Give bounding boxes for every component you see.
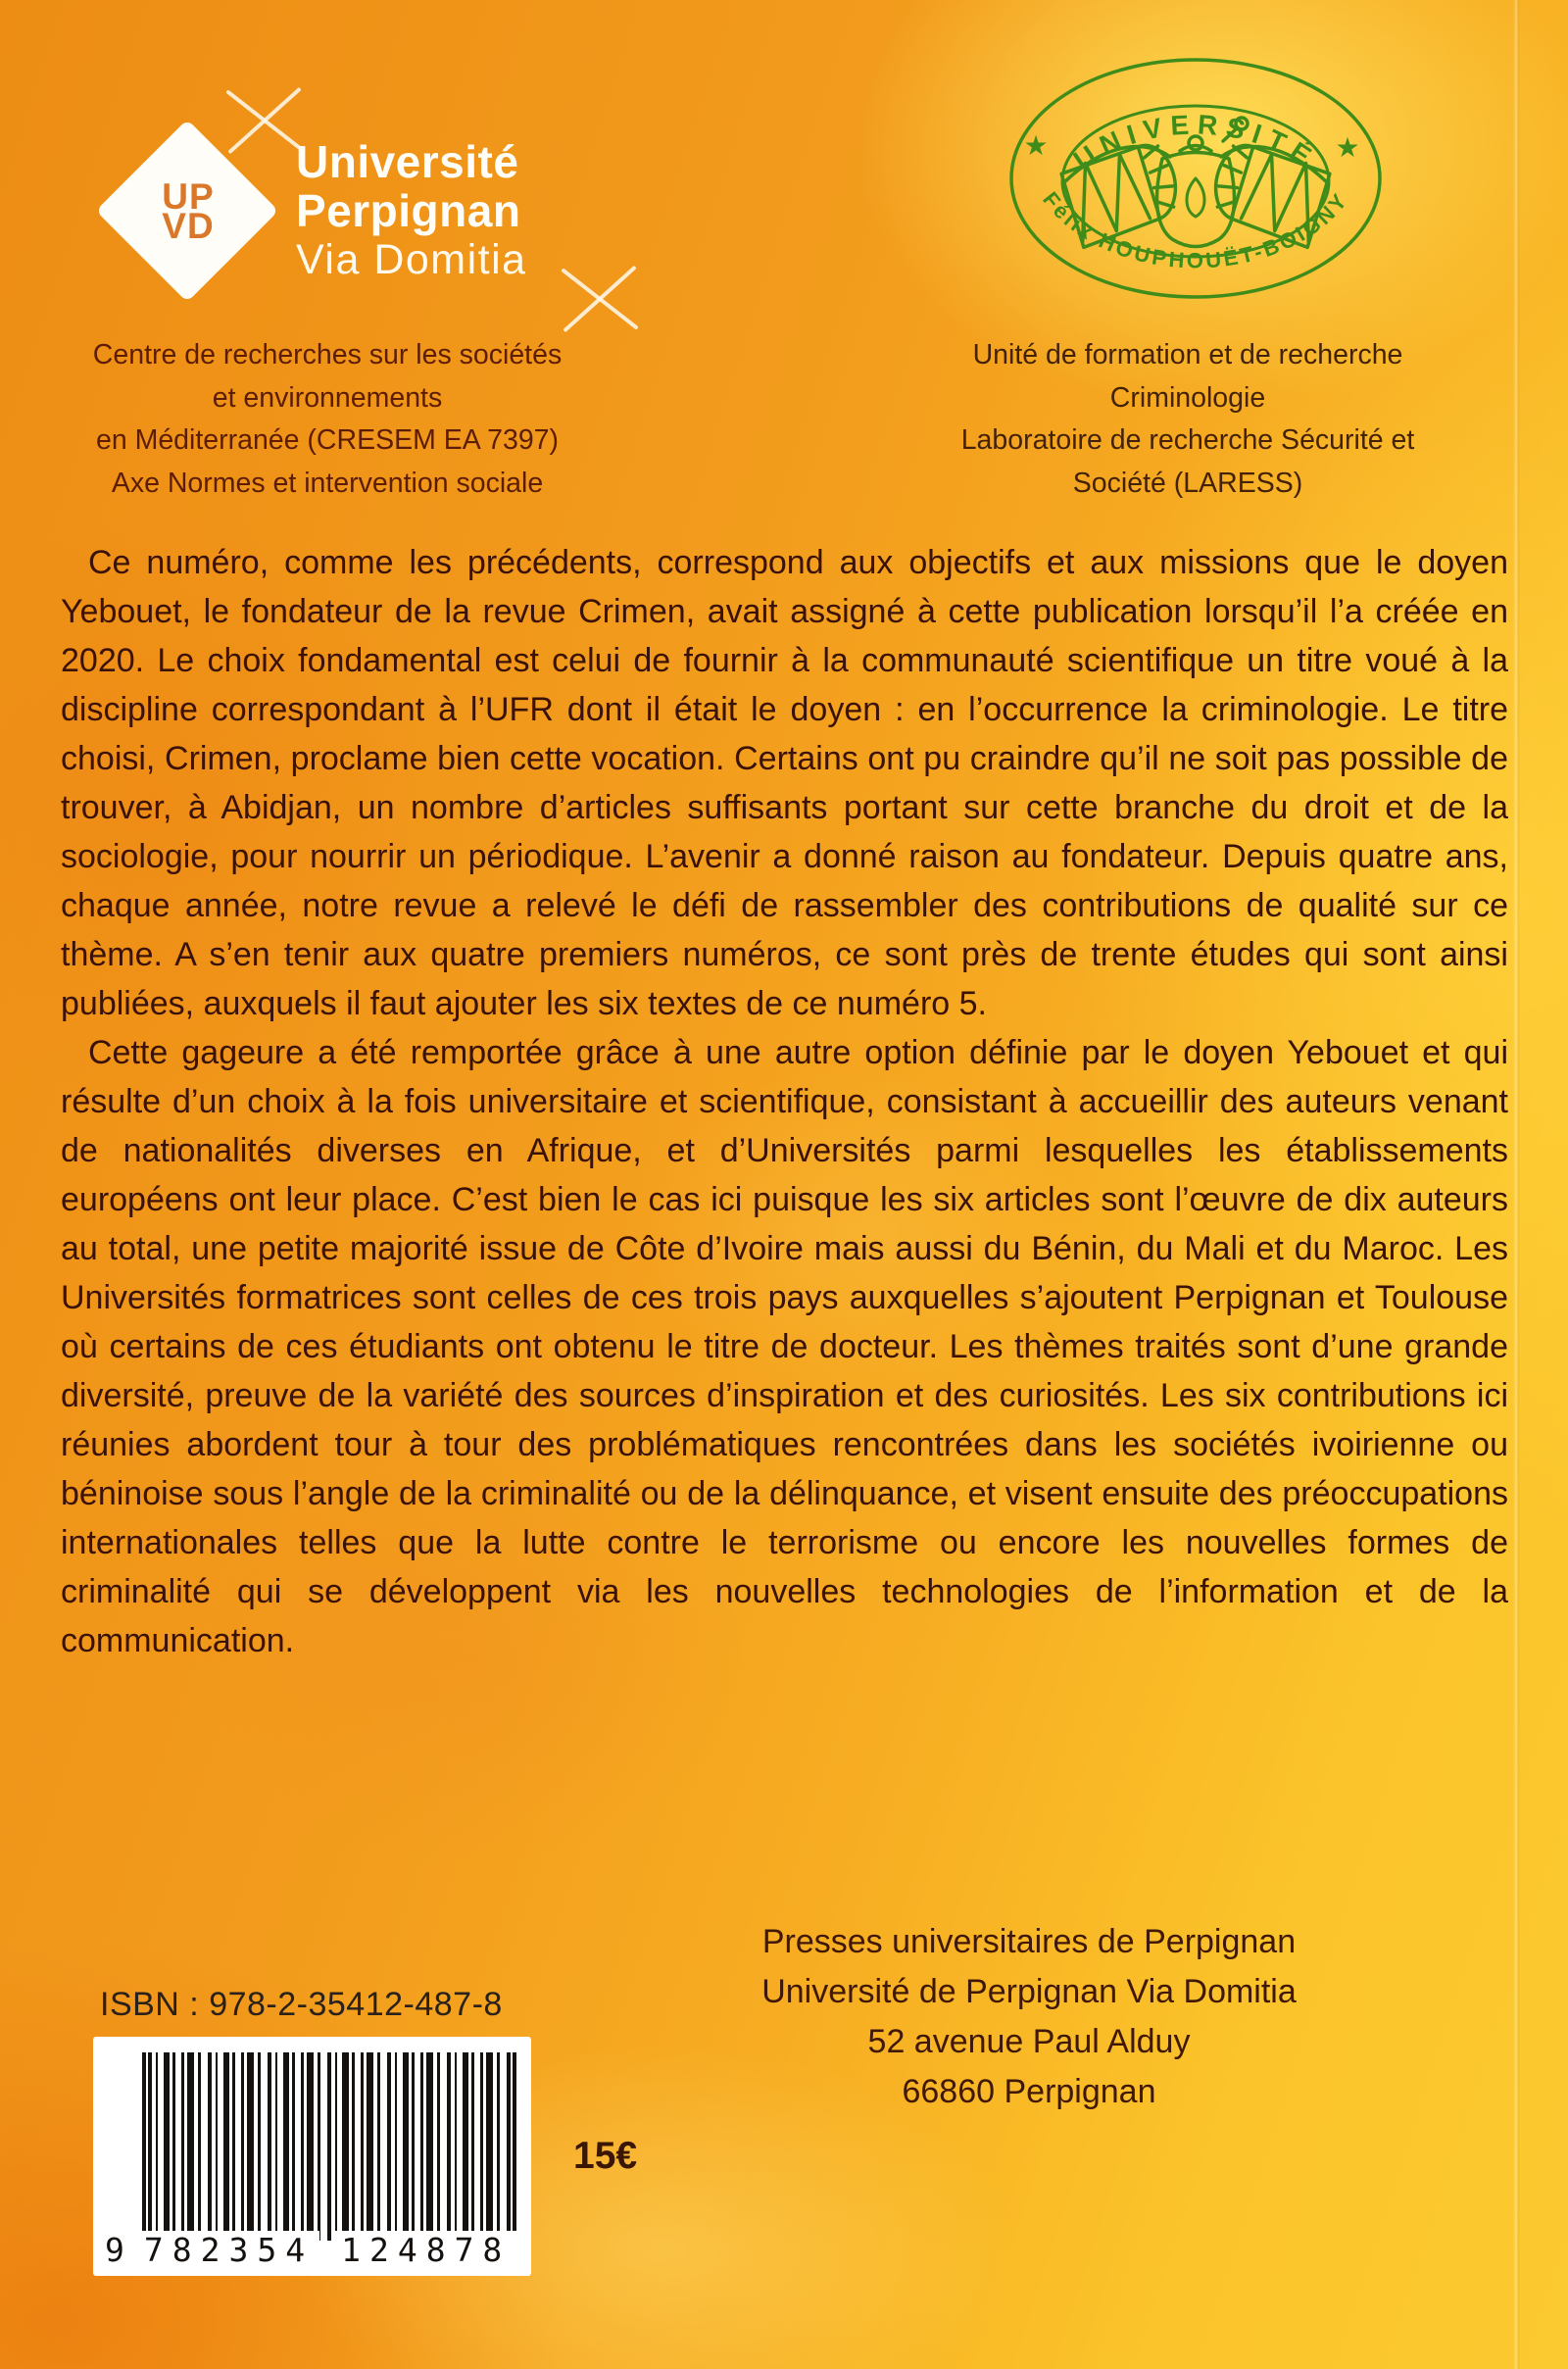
upvd-monogram [122,149,254,274]
affiliation-line: et environnements [212,381,443,414]
star-icon: ★ [1335,132,1360,163]
right-affiliation-block [919,334,1456,505]
publisher-line: Presses universitaires de Perpignan [761,1923,1297,1960]
barcode-digits [93,2231,531,2269]
back-cover-blurb [61,538,1508,1665]
barcode-group: 782354 [138,2231,319,2269]
scan-crease-line [1513,0,1520,2369]
brush-x-icon [553,252,647,346]
affiliation-line: en Méditerranée (CRESEM EA 7397) [95,424,560,456]
affiliation-line: Laboratoire de recherche Sécurité et [960,424,1415,456]
seal-top-text: UNIVERSITÉ [1067,109,1324,176]
monogram-line: UP [162,176,215,217]
affiliation-line: Société (LARESS) [1072,467,1303,499]
affiliation-line: Centre de recherches sur les sociétés [92,339,563,370]
upvd-wordmark [296,137,527,284]
svg-text:UNIVERSITÉ [1068,109,1323,175]
wordmark-line: Université [296,136,519,187]
barcode-group: 124878 [335,2231,516,2269]
publisher-line: 52 avenue Paul Alduy [867,2023,1191,2060]
left-affiliation-block [59,334,596,505]
wordmark-line: Perpignan [296,185,521,236]
affiliation-line: Unité de formation et de recherche [972,339,1403,370]
publisher-line: Université de Perpignan Via Domitia [761,1973,1297,2010]
monogram-line: VD [162,206,215,246]
affiliation-line: Axe Normes et intervention sociale [111,467,544,499]
barcode-bars [148,2052,512,2241]
publisher-line: 66860 Perpignan [902,2073,1156,2110]
barcode [93,2037,531,2276]
blurb-paragraph: Cette gageure a été remportée grâce à une autre option définie par le doyen Yebouet et qui résulte d’un choix à la fois universitaire et scientifique, consistant à accueillir des auteurs venant de nationalités diverses en Afrique, et d’Universités parmi lesquelles les établissements européens ont leur place. C’est bien le cas ici puisque les six articles sont l’œuvre de dix auteurs au total, une petite majorité issue de Côte d’Ivoire mais aussi du Bénin, du Mali et du Maroc. Les Universités formatrices sont celles de ces trois pays auxquelles s’ajoutent Perpignan et Toulouse où certains de ces étudiants ont obtenu le titre de docteur. Les thèmes traités sont d’une grande diversité, preuve de la variété des sources d’inspiration et des curiosités. Les six contributions ici réunies abordent tour à tour des problématiques rencontrées dans les sociétés ivoirienne ou béninoise sous l’angle de la criminalité ou de la délinquance, et visent ensuite des préoccupations internationales telles que la lutte contre le terrorisme ou encore les nouvelles formes de criminalité qui se développent via les nouvelles technologies de l’information et de la communication. [61,1034,1508,1659]
wordmark-line: Via Domitia [296,236,527,283]
publisher-block [637,1917,1421,2117]
barcode-first-digit: 9 [105,2231,124,2269]
price-text: 15€ [573,2135,638,2177]
blurb-paragraph: Ce numéro, comme les précédents, correspond aux objectifs et aux missions que le doyen Yebouet, le fondateur de la revue Crimen, avait assigné à cette publication lorsqu’il l’a créée en 2020. Le choix fondamental est celui de fournir à la communauté scientifique un titre voué à la discipline correspondant à l’UFR dont il était le doyen : en l’occurrence la criminologie. Le titre choisi, Crimen, proclame bien cette vocation. Certains ont pu craindre qu’il ne soit pas possible de trouver, à Abidjan, un nombre d’articles suffisants portant sur cette branche du droit et de la sociologie, pour nourrir un périodique. L’avenir a donné raison au fondateur. Depuis quatre ans, chaque année, notre revue a relevé le défi de rassembler des contributions de qualité sur ce thème. A s’en tenir aux quatre premiers numéros, ce sont près de trente études qui sont ainsi publiées, auxquels il faut ajouter les six textes de ce numéro 5. [61,544,1508,1022]
seal-bottom-text: Félix HOUPHOUËT-BOIGNY [1038,187,1353,273]
star-icon: ★ [1023,130,1049,161]
university-fhb-seal-icon [1004,55,1388,302]
affiliation-line: Criminologie [1109,381,1266,414]
isbn-text: ISBN : 978-2-35412-487-8 [100,1986,503,2023]
